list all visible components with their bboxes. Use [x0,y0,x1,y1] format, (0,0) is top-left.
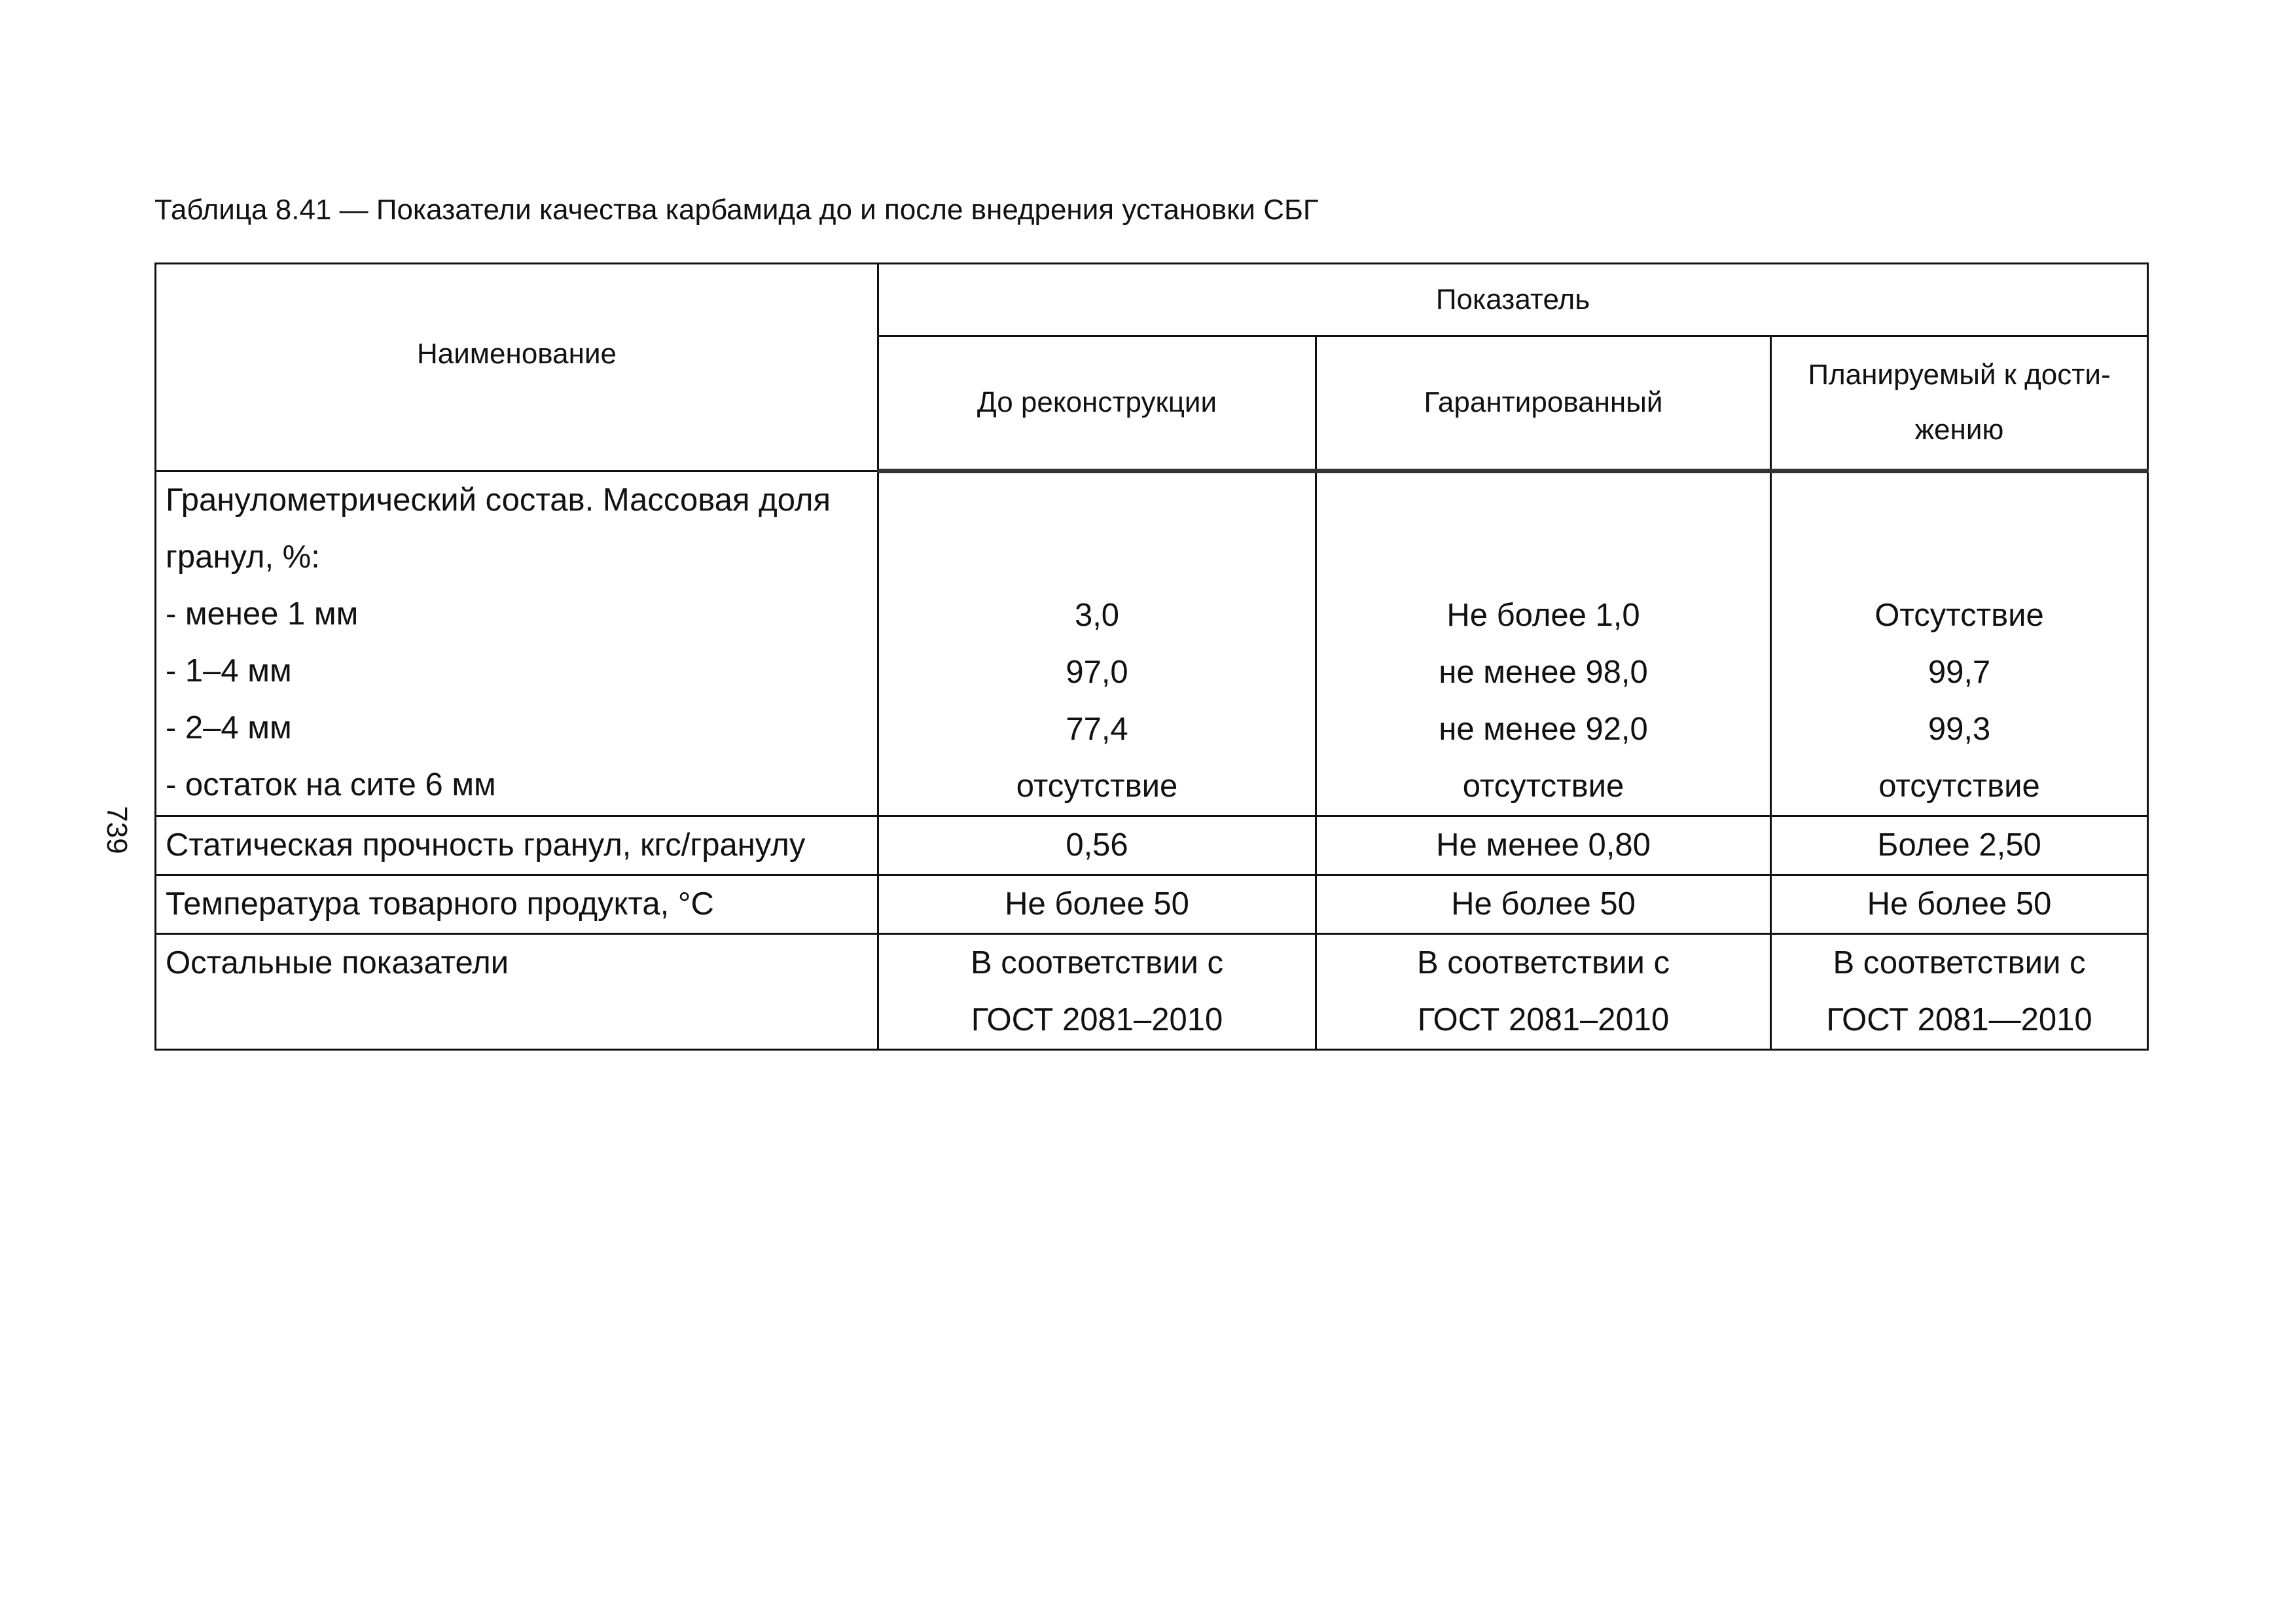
guaranteed-2-4mm: не менее 92,0 [1439,712,1648,747]
guaranteed-1-4mm: не менее 98,0 [1439,655,1648,690]
other-guaranteed-line-1: В соответствии с [1416,945,1670,981]
planned-residue-6mm: отсутствие [1878,768,2040,804]
other-before-line-1: В соответствии с [970,945,1224,981]
before-less-1mm: 3,0 [1074,598,1120,633]
static-strength-guaranteed: Не менее 0,80 [1316,816,1771,875]
table-row-other [156,934,2148,1050]
planned-less-1mm: Отсутствие [1874,598,2044,633]
fraction-less-1mm: - менее 1 мм [166,596,359,632]
fraction-2-4mm: - 2–4 мм [166,710,292,746]
quality-indicators-table [154,262,2149,1051]
other-planned-cell [1771,934,2148,1050]
granulometric-title-line-1: Гранулометрический состав. Массовая доля [166,482,831,518]
planned-2-4mm: 99,3 [1928,712,1991,747]
temperature-planned: Не более 50 [1771,875,2148,934]
header-name: Наименование [156,264,878,471]
temperature-guaranteed: Не более 50 [1316,875,1771,934]
other-planned-line-1: В соответствии с [1833,945,2086,981]
header-guaranteed: Гарантированный [1316,336,1771,471]
other-indicators-name: Остальные показатели [156,934,878,1050]
header-before-reconstruction: До реконструкции [878,336,1316,471]
other-guaranteed-line-2: ГОСТ 2081–2010 [1417,1002,1670,1038]
fraction-1-4mm: - 1–4 мм [166,653,292,689]
before-1-4mm: 97,0 [1066,655,1128,690]
fraction-residue-6mm: - остаток на сите 6 мм [166,767,496,803]
guaranteed-less-1mm: Не более 1,0 [1446,598,1640,633]
static-strength-before: 0,56 [878,816,1316,875]
other-guaranteed-cell [1316,934,1771,1050]
granulometric-name-cell [156,471,878,816]
temperature-name: Температура товарного продукта, °С [156,875,878,934]
other-before-line-2: ГОСТ 2081–2010 [971,1002,1223,1038]
granulometric-guaranteed-cell [1316,471,1771,816]
granulometric-title-line-2: гранул, %: [166,539,320,575]
table-row-static-strength [156,816,2148,875]
static-strength-name: Статическая прочность гранул, кгс/гранулу [156,816,878,875]
header-indicator-group: Показатель [878,264,2148,336]
page-number: 739 [101,806,133,854]
granulometric-planned-cell [1771,471,2148,816]
static-strength-planned: Более 2,50 [1771,816,2148,875]
before-residue-6mm: отсутствие [1016,768,1178,804]
header-planned [1771,336,2148,471]
before-2-4mm: 77,4 [1066,712,1128,747]
guaranteed-residue-6mm: отсутствие [1462,768,1624,804]
table-caption: Таблица 8.41 — Показатели качества карбамида до и после внедрения установки СБГ [154,194,1319,226]
planned-1-4mm: 99,7 [1928,655,1991,690]
table-row-temperature [156,875,2148,934]
header-planned-line-2: жению [1914,414,2004,446]
other-planned-line-2: ГОСТ 2081—2010 [1826,1002,2092,1038]
table-row-granulometric [156,471,2148,816]
other-before-cell [878,934,1316,1050]
granulometric-before-cell [878,471,1316,816]
temperature-before: Не более 50 [878,875,1316,934]
header-planned-line-1: Планируемый к дости- [1808,359,2111,391]
